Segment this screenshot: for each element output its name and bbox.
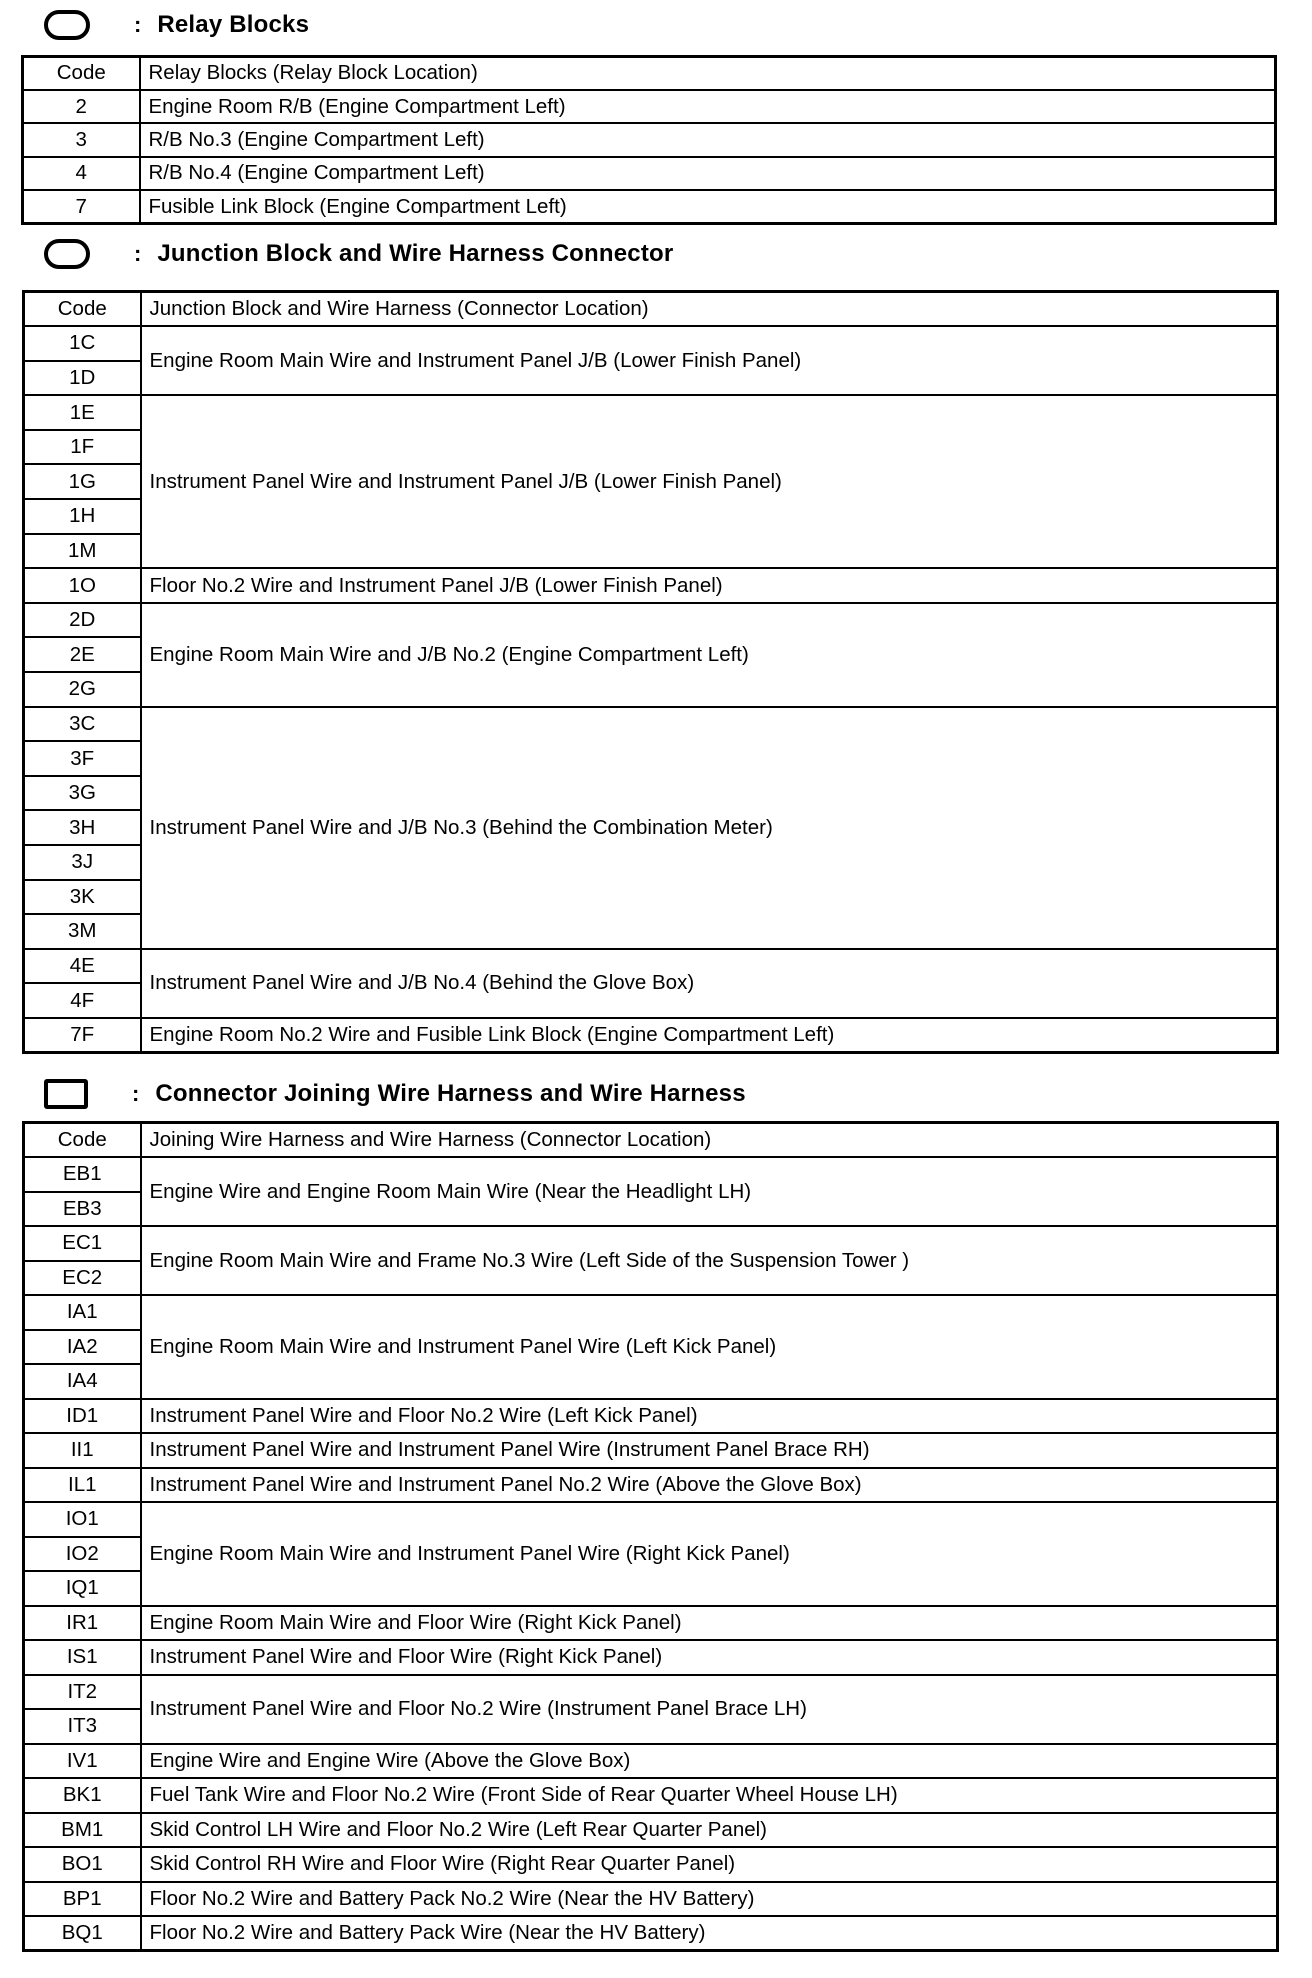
connector-location: Instrument Panel Wire and Floor Wire (Right Kick Panel) — [141, 1640, 1278, 1675]
connector-code: IO2 — [24, 1537, 141, 1572]
table-row — [24, 1882, 1278, 1917]
table-row — [23, 90, 1276, 123]
table-row — [24, 1468, 1278, 1503]
table-row — [24, 1778, 1278, 1813]
table-row — [24, 395, 1278, 430]
table-row — [24, 568, 1278, 603]
connector-location: Engine Room Main Wire and Instrument Panel Wire (Right Kick Panel) — [141, 1502, 1278, 1606]
table-header-row — [24, 1123, 1278, 1158]
connector-code: BO1 — [24, 1847, 141, 1882]
connector-code: 4F — [24, 983, 141, 1018]
connector-code: 3C — [24, 707, 141, 742]
connector-location: Engine Room Main Wire and Instrument Panel Wire (Left Kick Panel) — [141, 1295, 1278, 1399]
connector-code: 3K — [24, 880, 141, 915]
connector-code: 3H — [24, 810, 141, 845]
connector-rect-symbol — [44, 1079, 88, 1109]
table-row — [24, 1295, 1278, 1330]
connector-code: BM1 — [24, 1813, 141, 1848]
connector-code: 3G — [24, 776, 141, 811]
relay-blocks-title: Relay Blocks — [157, 11, 310, 38]
table-row — [24, 1433, 1278, 1468]
connector-code: BP1 — [24, 1882, 141, 1917]
heading-colon: : — [132, 1081, 140, 1106]
table-row — [24, 326, 1278, 361]
connector-code: IT3 — [24, 1709, 141, 1744]
table-row — [24, 1157, 1278, 1192]
connector-code: 1C — [24, 326, 141, 361]
connector-code: EB1 — [24, 1157, 141, 1192]
table-row — [24, 707, 1278, 742]
junction-block-heading — [44, 234, 673, 274]
table-row — [24, 1502, 1278, 1537]
junction-block-table — [22, 290, 1279, 1054]
table-row — [24, 1675, 1278, 1710]
table-row — [24, 1847, 1278, 1882]
location-column-header: Relay Blocks (Relay Block Location) — [140, 57, 1276, 90]
connector-code: 1O — [24, 568, 141, 603]
connector-location: Fusible Link Block (Engine Compartment Left) — [140, 190, 1276, 223]
connector-code: IO1 — [24, 1502, 141, 1537]
connector-joining-heading — [44, 1074, 746, 1114]
connector-code: IS1 — [24, 1640, 141, 1675]
connector-code: 2E — [24, 637, 141, 672]
heading-colon: : — [134, 241, 142, 266]
connector-location: Instrument Panel Wire and J/B No.4 (Behind the Glove Box) — [141, 949, 1278, 1018]
connector-joining-title: Connector Joining Wire Harness and Wire Harness — [155, 1080, 746, 1107]
connector-code: BK1 — [24, 1778, 141, 1813]
table-row — [24, 603, 1278, 638]
table-row — [23, 157, 1276, 190]
connector-code: II1 — [24, 1433, 141, 1468]
connector-location: Floor No.2 Wire and Instrument Panel J/B (Lower Finish Panel) — [141, 568, 1278, 603]
connector-location: R/B No.4 (Engine Compartment Left) — [140, 157, 1276, 190]
connector-location: Instrument Panel Wire and Instrument Panel No.2 Wire (Above the Glove Box) — [141, 1468, 1278, 1503]
junction-block-oval-symbol — [44, 239, 90, 269]
connector-location: Instrument Panel Wire and Floor No.2 Wire (Left Kick Panel) — [141, 1399, 1278, 1434]
connector-code: 2G — [24, 672, 141, 707]
connector-location: Floor No.2 Wire and Battery Pack No.2 Wire (Near the HV Battery) — [141, 1882, 1278, 1917]
connector-location: Engine Room R/B (Engine Compartment Left) — [140, 90, 1276, 123]
connector-location: Skid Control RH Wire and Floor Wire (Right Rear Quarter Panel) — [141, 1847, 1278, 1882]
connector-code: 4 — [23, 157, 140, 190]
connector-code: IQ1 — [24, 1571, 141, 1606]
code-column-header: Code — [23, 57, 140, 90]
table-row — [24, 1916, 1278, 1951]
connector-code: 1D — [24, 361, 141, 396]
connector-location: Engine Room Main Wire and Floor Wire (Right Kick Panel) — [141, 1606, 1278, 1641]
table-row — [23, 190, 1276, 223]
connector-location: Engine Room No.2 Wire and Fusible Link Block (Engine Compartment Left) — [141, 1018, 1278, 1053]
junction-block-title: Junction Block and Wire Harness Connector — [157, 240, 674, 267]
table-row — [24, 1399, 1278, 1434]
connector-location: Floor No.2 Wire and Battery Pack Wire (Near the HV Battery) — [141, 1916, 1278, 1951]
relay-blocks-heading — [44, 5, 309, 45]
connector-code: EB3 — [24, 1192, 141, 1227]
table-row — [24, 1640, 1278, 1675]
connector-code: 3F — [24, 741, 141, 776]
connector-code: 3M — [24, 914, 141, 949]
connector-code: 7F — [24, 1018, 141, 1053]
connector-code: IA1 — [24, 1295, 141, 1330]
connector-code: 1M — [24, 534, 141, 569]
table-row — [24, 949, 1278, 984]
connector-location: Instrument Panel Wire and Instrument Panel J/B (Lower Finish Panel) — [141, 395, 1278, 568]
relay-block-oval-symbol — [44, 10, 90, 40]
connector-location: Instrument Panel Wire and Floor No.2 Wire (Instrument Panel Brace LH) — [141, 1675, 1278, 1744]
table-row — [24, 1226, 1278, 1261]
connector-code: 3J — [24, 845, 141, 880]
connector-location: Engine Wire and Engine Wire (Above the Glove Box) — [141, 1744, 1278, 1779]
connector-code: 1E — [24, 395, 141, 430]
connector-location: R/B No.3 (Engine Compartment Left) — [140, 123, 1276, 156]
table-header-row — [24, 292, 1278, 327]
connector-code: IA2 — [24, 1330, 141, 1365]
connector-location: Engine Room Main Wire and Frame No.3 Wire (Left Side of the Suspension Tower ) — [141, 1226, 1278, 1295]
connector-code: IR1 — [24, 1606, 141, 1641]
heading-colon: : — [134, 12, 142, 37]
connector-code: 1G — [24, 464, 141, 499]
table-row — [24, 1018, 1278, 1053]
connector-code: IA4 — [24, 1364, 141, 1399]
connector-joining-table — [22, 1121, 1279, 1952]
connector-code: EC1 — [24, 1226, 141, 1261]
connector-code: IL1 — [24, 1468, 141, 1503]
connector-code: EC2 — [24, 1261, 141, 1296]
connector-location: Fuel Tank Wire and Floor No.2 Wire (Front Side of Rear Quarter Wheel House LH) — [141, 1778, 1278, 1813]
table-row — [23, 123, 1276, 156]
connector-code: 7 — [23, 190, 140, 223]
connector-code: BQ1 — [24, 1916, 141, 1951]
code-column-header: Code — [24, 1123, 141, 1158]
location-column-header: Junction Block and Wire Harness (Connector Location) — [141, 292, 1278, 327]
connector-location: Instrument Panel Wire and J/B No.3 (Behind the Combination Meter) — [141, 707, 1278, 949]
connector-location: Engine Room Main Wire and J/B No.2 (Engine Compartment Left) — [141, 603, 1278, 707]
connector-code: 3 — [23, 123, 140, 156]
connector-code: IV1 — [24, 1744, 141, 1779]
table-row — [24, 1813, 1278, 1848]
connector-location: Instrument Panel Wire and Instrument Panel Wire (Instrument Panel Brace RH) — [141, 1433, 1278, 1468]
connector-code: 4E — [24, 949, 141, 984]
connector-code: 1H — [24, 499, 141, 534]
connector-location: Skid Control LH Wire and Floor No.2 Wire (Left Rear Quarter Panel) — [141, 1813, 1278, 1848]
connector-location: Engine Wire and Engine Room Main Wire (Near the Headlight LH) — [141, 1157, 1278, 1226]
connector-location: Engine Room Main Wire and Instrument Panel J/B (Lower Finish Panel) — [141, 326, 1278, 395]
table-header-row — [23, 57, 1276, 90]
relay-blocks-table — [21, 55, 1277, 225]
connector-code: IT2 — [24, 1675, 141, 1710]
location-column-header: Joining Wire Harness and Wire Harness (Connector Location) — [141, 1123, 1278, 1158]
code-column-header: Code — [24, 292, 141, 327]
table-row — [24, 1744, 1278, 1779]
connector-code: 2D — [24, 603, 141, 638]
connector-code: 2 — [23, 90, 140, 123]
connector-code: 1F — [24, 430, 141, 465]
connector-code: ID1 — [24, 1399, 141, 1434]
table-row — [24, 1606, 1278, 1641]
